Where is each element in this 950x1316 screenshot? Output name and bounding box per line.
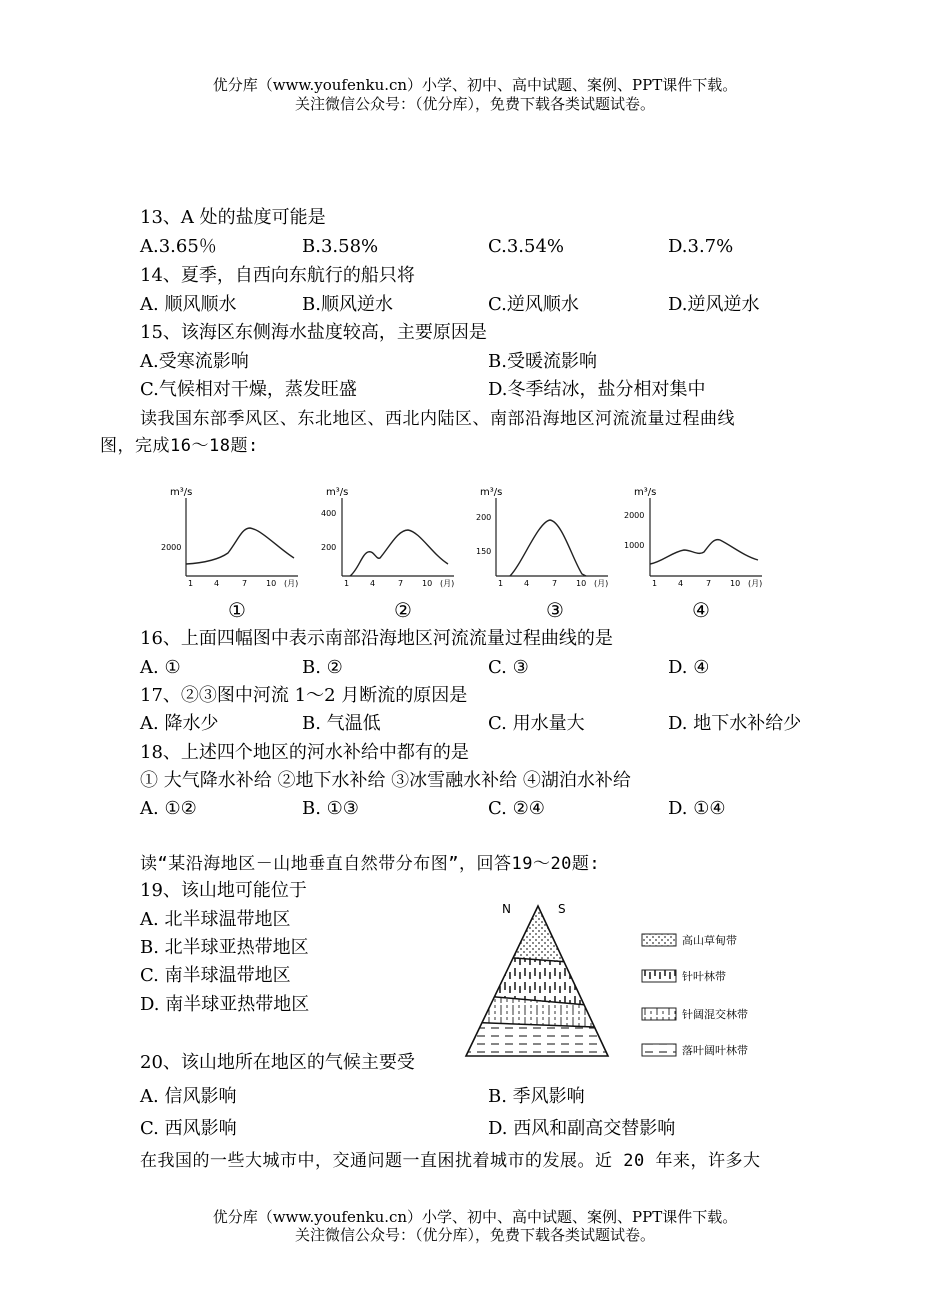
q14-option-b: B.顺风逆水 xyxy=(302,294,393,315)
graph-1-unit: m³/s xyxy=(170,487,193,498)
q19-option-a: A. 北半球温带地区 xyxy=(140,909,291,930)
zone-alpine-meadow xyxy=(462,896,622,966)
graph-2-xtick-month: (月) xyxy=(440,579,455,588)
q17-option-d: D. 地下水补给少 xyxy=(668,713,802,734)
legend-alpine-swatch xyxy=(642,934,676,946)
legend-conifer-label: 针叶林带 xyxy=(682,970,726,983)
graph-3-curve xyxy=(510,520,586,576)
graph-1-xtick-1: 1 xyxy=(188,579,194,588)
q14-stem: 14、夏季，自西向东航行的船只将 xyxy=(140,265,415,286)
q20-option-a: A. 信风影响 xyxy=(140,1086,237,1107)
flow-graph-2 xyxy=(321,478,474,608)
q17-option-b: B. 气温低 xyxy=(302,713,381,734)
legend-deciduous-label: 落叶阔叶林带 xyxy=(682,1044,748,1057)
q19-option-b: B. 北半球亚热带地区 xyxy=(140,937,309,958)
mountain-zone-diagram xyxy=(462,896,774,1066)
q19-stem: 19、该山地可能位于 xyxy=(140,880,307,901)
graph-2-xtick-7: 7 xyxy=(398,579,404,588)
q19-option-d: D. 南半球亚热带地区 xyxy=(140,994,310,1015)
graph-1-label: ① xyxy=(228,598,246,622)
q17-option-a: A. 降水少 xyxy=(140,713,219,734)
flow-graph-3 xyxy=(478,478,628,608)
flow-graph-4 xyxy=(624,478,782,608)
footer-line-2: 关注微信公众号：（优分库），免费下载各类试题试卷。 xyxy=(294,1226,655,1244)
graph-3-unit: m³/s xyxy=(480,487,503,498)
zone-deciduous xyxy=(462,1022,622,1066)
q18-stem: 18、上述四个地区的河水补给中都有的是 xyxy=(140,742,469,763)
graph-1-xtick-7: 7 xyxy=(242,579,248,588)
graph-2-unit: m³/s xyxy=(326,487,349,498)
q16-option-d: D. ④ xyxy=(668,657,710,678)
q14-option-a: A. 顺风顺水 xyxy=(140,294,237,315)
graph-3-ytick-200: 200 xyxy=(476,513,492,522)
q15-option-a: A.受寒流影响 xyxy=(140,351,249,372)
q16-option-a: A. ① xyxy=(140,657,181,678)
intro-16-18-line-2: 图，完成16～18题: xyxy=(100,436,259,456)
q17-stem: 17、②③图中河流 1～2 月断流的原因是 xyxy=(140,685,468,706)
q15-stem: 15、该海区东侧海水盐度较高，主要原因是 xyxy=(140,322,487,343)
q20-option-c: C. 西风影响 xyxy=(140,1118,237,1139)
q16-option-b: B. ② xyxy=(302,657,343,678)
graph-3-xtick-month: (月) xyxy=(594,579,609,588)
legend-mixed-label: 针阔混交林带 xyxy=(682,1008,748,1021)
q20-stem: 20、该山地所在地区的气候主要受 xyxy=(140,1052,415,1073)
graph-4-xtick-10: 10 xyxy=(730,579,741,588)
graph-2-ytick-200: 200 xyxy=(321,543,337,552)
graph-2-ytick-400: 400 xyxy=(321,509,337,518)
legend-conifer-swatch xyxy=(642,970,676,982)
graph-4-unit: m³/s xyxy=(634,487,657,498)
q15-option-b: B.受暖流影响 xyxy=(488,351,597,372)
graph-3-xtick-4: 4 xyxy=(524,579,530,588)
q17-option-c: C. 用水量大 xyxy=(488,713,585,734)
q19-option-c: C. 南半球温带地区 xyxy=(140,965,291,986)
legend-deciduous-swatch xyxy=(642,1044,676,1056)
intro-16-18-line-1: 读我国东部季风区、东北地区、西北内陆区、南部沿海地区河流流量过程曲线 xyxy=(140,409,735,429)
q16-option-c: C. ③ xyxy=(488,657,529,678)
q13-stem: 13、A 处的盐度可能是 xyxy=(140,207,326,228)
graph-2-xtick-4: 4 xyxy=(370,579,376,588)
graph-2-label: ② xyxy=(394,598,412,622)
graph-4-xtick-4: 4 xyxy=(678,579,684,588)
q13-option-c: C.3.54% xyxy=(488,236,565,257)
diagram-north-label: N xyxy=(502,902,511,916)
graph-1-xtick-10: 10 xyxy=(266,579,277,588)
flow-graph-1 xyxy=(161,478,318,608)
q18-option-a: A. ①② xyxy=(140,798,197,819)
zone-coniferous xyxy=(462,954,622,1008)
graph-2-xtick-1: 1 xyxy=(344,579,350,588)
legend-alpine-label: 高山草甸带 xyxy=(682,934,737,947)
graph-2-xtick-10: 10 xyxy=(422,579,433,588)
diagram-south-label: S xyxy=(558,902,566,916)
footer-line-1: 优分库（www.youfenku.cn）小学、初中、高中试题、案例、PPT课件下载。 xyxy=(212,1208,738,1226)
q20-option-b: B. 季风影响 xyxy=(488,1086,585,1107)
graph-3-label: ③ xyxy=(546,598,564,622)
graph-4-xtick-month: (月) xyxy=(748,579,763,588)
header-line-2: 关注微信公众号：（优分库），免费下载各类试题试卷。 xyxy=(294,95,655,113)
q14-option-d: D.逆风逆水 xyxy=(668,294,760,315)
graph-4-ytick-1000: 1000 xyxy=(624,541,645,550)
q13-option-b: B.3.58% xyxy=(302,236,379,257)
graph-3-xtick-1: 1 xyxy=(498,579,504,588)
q13-option-d: D.3.7% xyxy=(668,236,734,257)
graph-4-curve xyxy=(650,540,758,564)
legend-mixed-swatch xyxy=(642,1008,676,1020)
graph-4-label: ④ xyxy=(692,598,710,622)
q15-option-c: C.气候相对干燥，蒸发旺盛 xyxy=(140,379,357,400)
q16-stem: 16、上面四幅图中表示南部沿海地区河流流量过程曲线的是 xyxy=(140,628,613,649)
graph-4-xtick-7: 7 xyxy=(706,579,712,588)
graph-1-xtick-month: (月) xyxy=(284,579,299,588)
q20-option-d: D. 西风和副高交替影响 xyxy=(488,1118,676,1139)
graph-1-curve xyxy=(186,528,294,564)
header-line-1: 优分库（www.youfenku.cn）小学、初中、高中试题、案例、PPT课件下载。 xyxy=(212,76,738,94)
graph-1-xtick-4: 4 xyxy=(214,579,220,588)
q15-option-d: D.冬季结冰，盐分相对集中 xyxy=(488,379,706,400)
intro-next-section: 在我国的一些大城市中，交通问题一直困扰着城市的发展。近 20 年来，许多大 xyxy=(140,1151,761,1171)
graph-3-xtick-7: 7 xyxy=(552,579,558,588)
graph-4-xtick-1: 1 xyxy=(652,579,658,588)
intro-19-20: 读“某沿海地区－山地垂直自然带分布图”，回答19～20题: xyxy=(140,854,601,874)
q14-option-c: C.逆风顺水 xyxy=(488,294,579,315)
q18-option-d: D. ①④ xyxy=(668,798,726,819)
q18-choices: ① 大气降水补给 ②地下水补给 ③冰雪融水补给 ④湖泊水补给 xyxy=(140,770,631,791)
q18-option-c: C. ②④ xyxy=(488,798,545,819)
graph-2-curve xyxy=(350,530,448,576)
graph-3-xtick-10: 10 xyxy=(576,579,587,588)
graph-1-ytick: 2000 xyxy=(161,543,182,552)
graph-3-ytick-150: 150 xyxy=(476,547,492,556)
q18-option-b: B. ①③ xyxy=(302,798,359,819)
q13-option-a: A.3.65％ xyxy=(140,236,217,257)
graph-4-ytick-2000: 2000 xyxy=(624,511,645,520)
